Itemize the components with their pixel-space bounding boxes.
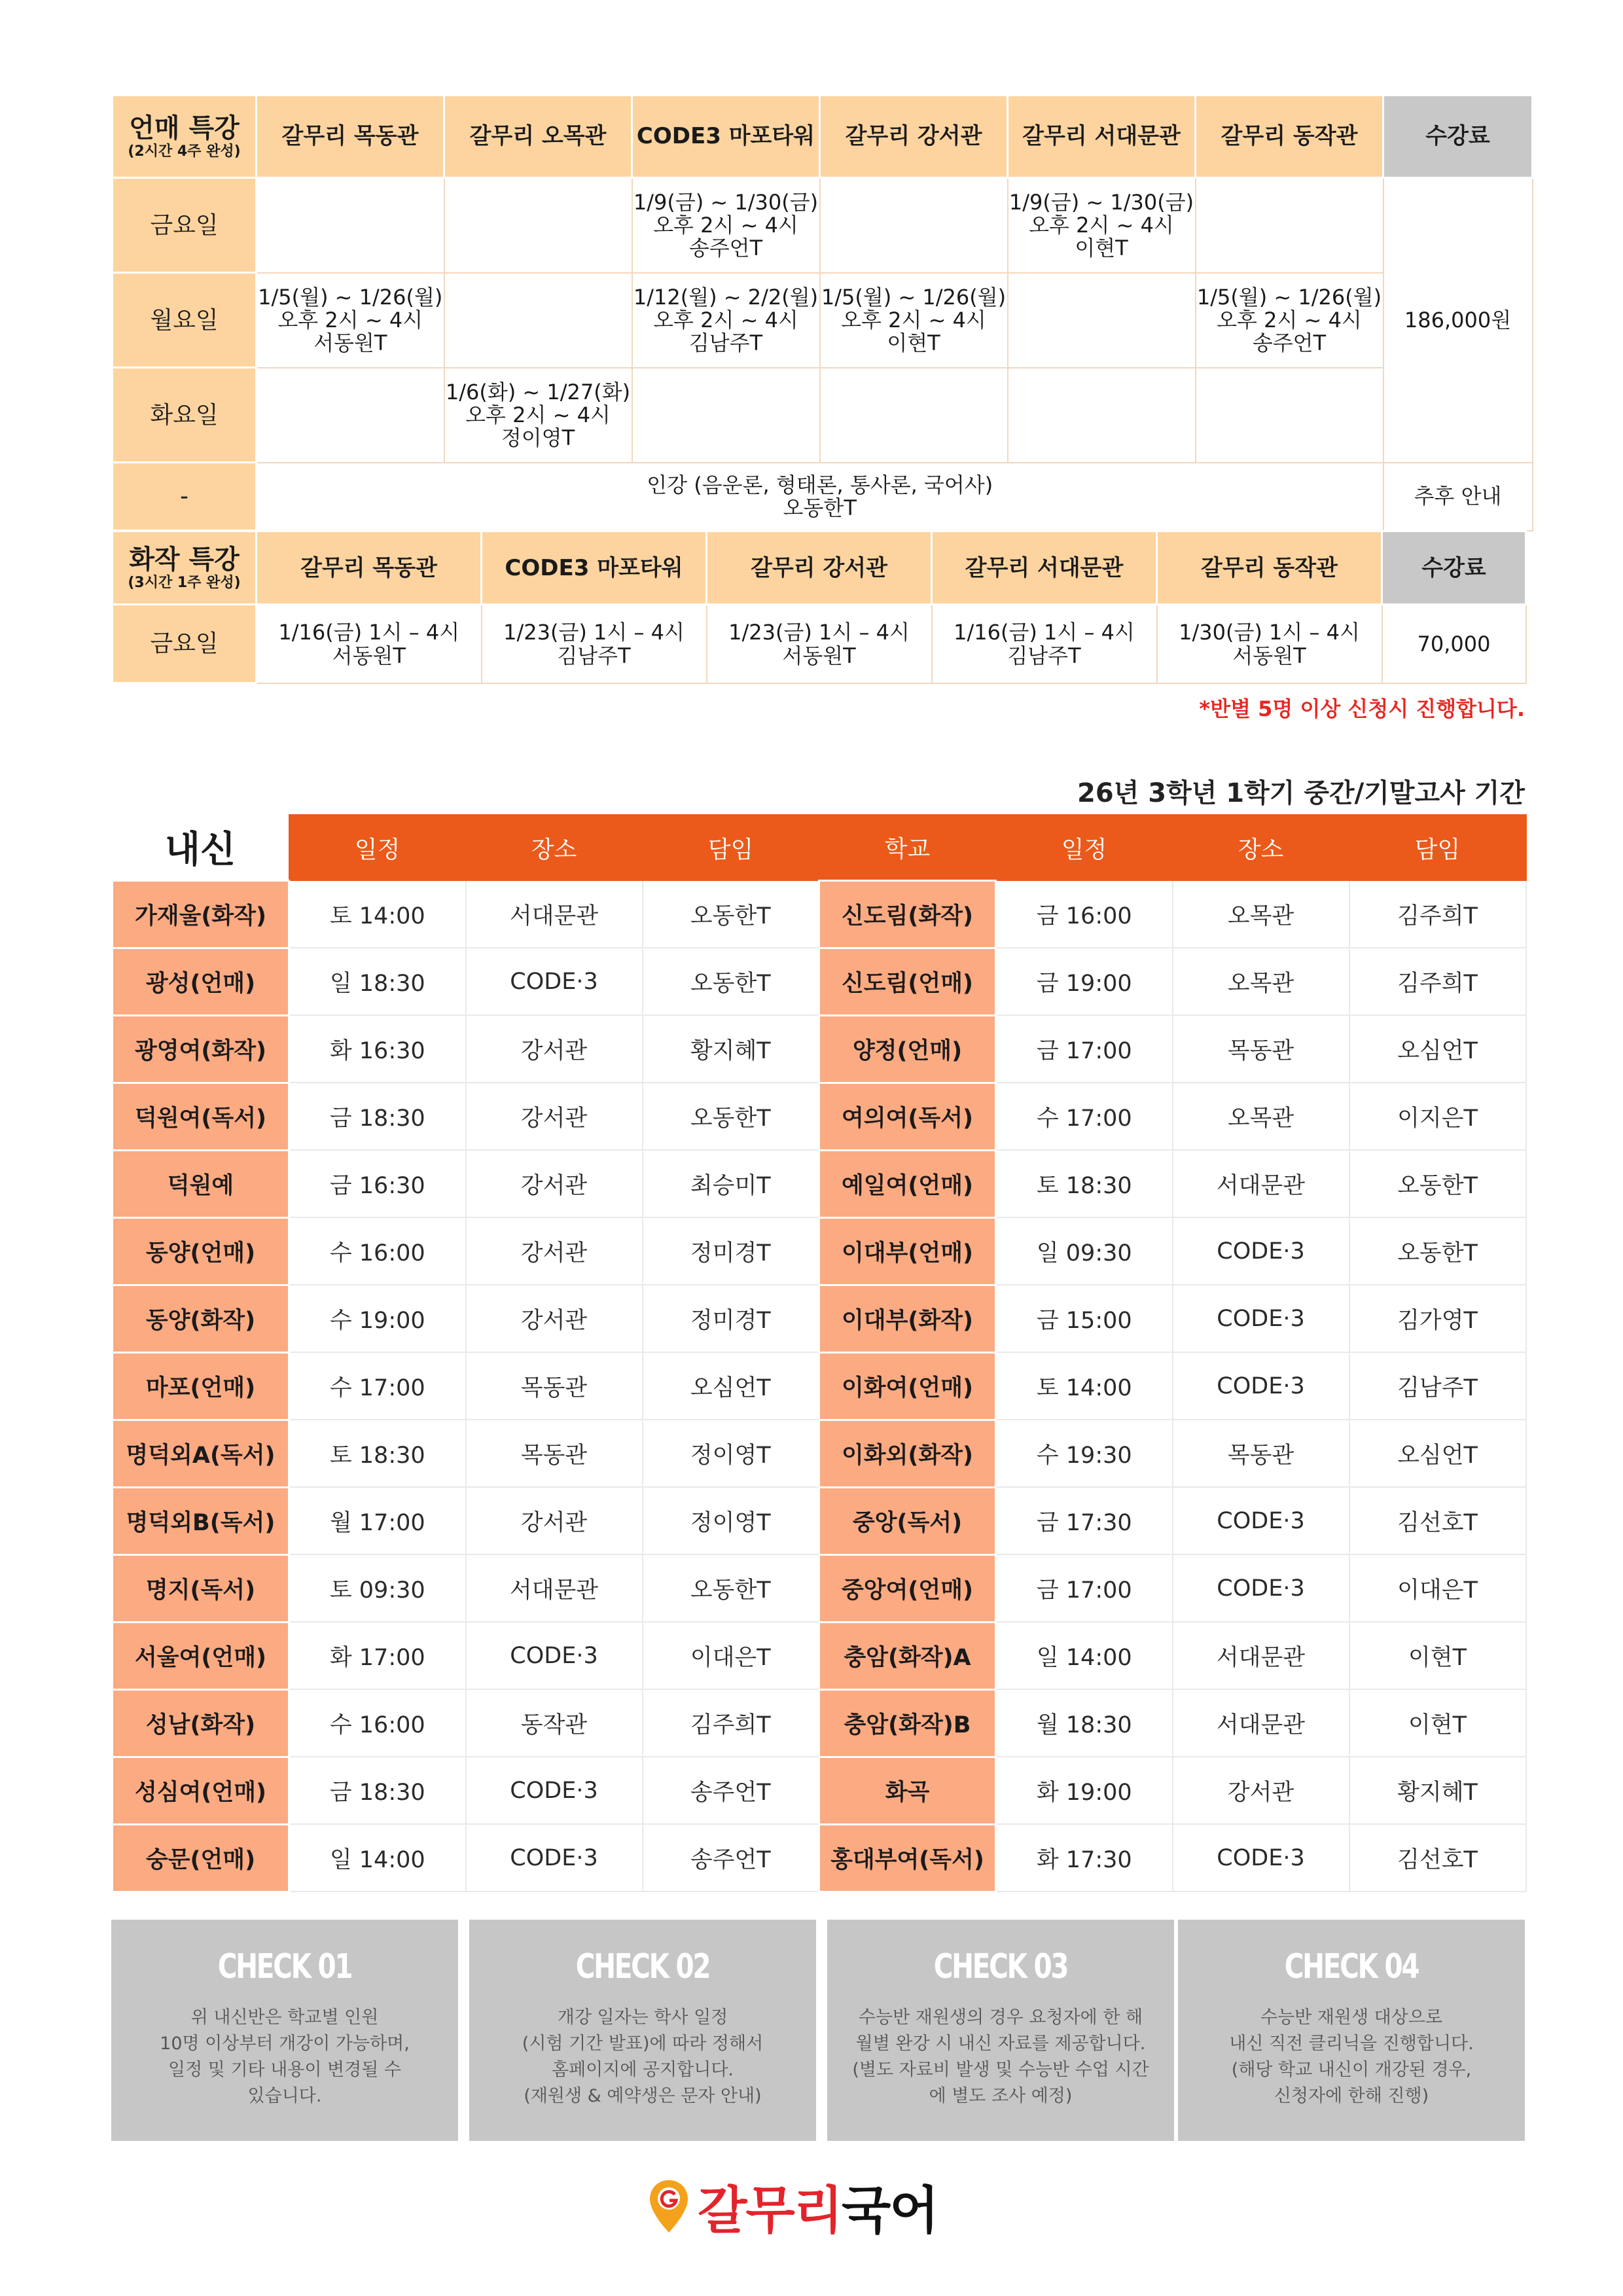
exam-schedule: 금 18:30 [289, 1757, 466, 1824]
exam-schedule: 토 14:00 [289, 880, 466, 948]
check-box-01 [111, 1920, 458, 2141]
school-name: 이대부(화작) [819, 1285, 996, 1352]
day-label: 월요일 [113, 273, 257, 368]
exam-location: 강서관 [466, 1285, 643, 1352]
teacher-name: 김남주T [1349, 1352, 1526, 1420]
teacher-name: 이지은T [1349, 1083, 1526, 1150]
school-name: 충암(화작)A [819, 1622, 996, 1689]
exam-period-title: 26년 3학년 1학기 중간/기말고사 기간 [1077, 778, 1525, 808]
naesin-table [111, 814, 1527, 1893]
check-title: CHECK 01 [217, 1947, 352, 1986]
uneomae-subtitle: (2시간 4주 완성) [128, 143, 241, 160]
teacher-name: 오동한T [643, 1554, 819, 1622]
branch-header: 갈무리 강서관 [707, 531, 932, 605]
teacher-name: 오동한T [643, 948, 819, 1015]
teacher-name: 이대은T [643, 1622, 819, 1689]
school-name: 마포(언매) [113, 1352, 289, 1420]
exam-location: 오목관 [1173, 948, 1349, 1015]
exam-location: 강서관 [1173, 1757, 1349, 1824]
exam-location: 목동관 [1173, 1015, 1349, 1083]
schedule-cell: 1/5(월) ~ 1/26(월) 오후 2시 ~ 4시 서동원T [257, 273, 444, 368]
column-header: 일정 [996, 815, 1173, 880]
teacher-name: 오동한T [643, 1083, 819, 1150]
teacher-name: 김선호T [1349, 1824, 1526, 1892]
naesin-rows [113, 880, 1526, 1892]
exam-schedule: 수 16:00 [289, 1217, 466, 1285]
schedule-cell: 1/6(화) ~ 1/27(화) 오후 2시 ~ 4시 정이영T [444, 368, 632, 463]
exam-location: CODE·3 [466, 1824, 643, 1892]
exam-schedule: 금 16:00 [996, 880, 1173, 948]
online-fee: 추후 안내 [1383, 463, 1533, 531]
hwajak-subtitle: (3시간 1주 완성) [128, 574, 241, 591]
exam-schedule: 화 17:00 [289, 1622, 466, 1689]
school-name: 덕원여(독서) [113, 1083, 289, 1150]
exam-schedule: 화 16:30 [289, 1015, 466, 1083]
teacher-name: 오동한T [1349, 1150, 1526, 1217]
brand-name-part1: 갈무리 [698, 2181, 842, 2240]
day-label: 금요일 [113, 605, 257, 683]
school-name: 성심여(언매) [113, 1757, 289, 1824]
schedule-cell: 1/16(금) 1시 – 4시 서동원T [257, 605, 482, 683]
fee-value: 186,000원 [1383, 178, 1533, 463]
schedule-cell: 1/12(월) ~ 2/2(월) 오후 2시 ~ 4시 김남주T [632, 273, 820, 368]
exam-schedule: 토 18:30 [289, 1420, 466, 1487]
teacher-name: 이대은T [1349, 1554, 1526, 1622]
teacher-name: 송주언T [643, 1824, 819, 1892]
check-title: CHECK 04 [1284, 1947, 1419, 1986]
uneomae-title: 언매 특강 [129, 113, 240, 143]
check-body: 위 내신반은 학교별 인원 10명 이상부터 개강이 가능하며, 일정 및 기타 내용이 변경될 수 있습니다. [160, 2007, 410, 2106]
table-row [113, 1285, 1526, 1352]
school-name: 여의여(독서) [819, 1083, 996, 1150]
exam-location: 서대문관 [466, 1554, 643, 1622]
exam-schedule: 금 17:30 [996, 1487, 1173, 1554]
check-body: 수능반 재원생의 경우 요청자에 한 해 월별 완강 시 내신 자료를 제공합니다. (별도 자료비 발생 및 수능반 수업 시간 에 별도 조사 예정) [852, 2007, 1149, 2106]
exam-location: CODE·3 [1173, 1487, 1349, 1554]
exam-location: CODE·3 [1173, 1352, 1349, 1420]
branch-header: 갈무리 서대문관 [932, 531, 1157, 605]
exam-schedule: 금 17:00 [996, 1015, 1173, 1083]
exam-schedule: 금 18:30 [289, 1083, 466, 1150]
teacher-name: 오동한T [643, 880, 819, 948]
exam-location: CODE·3 [1173, 1824, 1349, 1892]
school-name: 동양(화작) [113, 1285, 289, 1352]
exam-location: 오목관 [1173, 880, 1349, 948]
exam-schedule: 일 14:00 [996, 1622, 1173, 1689]
exam-location: 강서관 [466, 1083, 643, 1150]
table-row [113, 1015, 1526, 1083]
school-name: 성남(화작) [113, 1689, 289, 1757]
naesin-title: 내신 [113, 815, 289, 880]
table-row [113, 1824, 1526, 1892]
fee-value: 70,000 [1382, 605, 1526, 683]
branch-header: 갈무리 목동관 [257, 96, 444, 178]
school-name: 가재울(화작) [113, 880, 289, 948]
exam-location: 서대문관 [1173, 1622, 1349, 1689]
schedule-cell: 1/5(월) ~ 1/26(월) 오후 2시 ~ 4시 송주언T [1196, 273, 1383, 368]
table-row [113, 1150, 1526, 1217]
table-row [113, 1420, 1526, 1487]
schedule-cell: 1/5(월) ~ 1/26(월) 오후 2시 ~ 4시 이현T [820, 273, 1008, 368]
check-title: CHECK 03 [933, 1947, 1068, 1986]
table-row [113, 948, 1526, 1015]
teacher-name: 정미경T [643, 1217, 819, 1285]
exam-schedule: 금 19:00 [996, 948, 1173, 1015]
schedule-cell [632, 368, 820, 463]
teacher-name: 이현T [1349, 1689, 1526, 1757]
minimum-enrollment-note: *반별 5명 이상 신청시 진행합니다. [1199, 696, 1525, 721]
schedule-cell [444, 273, 632, 368]
branch-header: 갈무리 목동관 [257, 531, 482, 605]
school-name: 이대부(언매) [819, 1217, 996, 1285]
column-header: 담임 [1349, 815, 1526, 880]
exam-location: CODE·3 [466, 1757, 643, 1824]
exam-location: 강서관 [466, 1217, 643, 1285]
branch-header: 갈무리 오목관 [444, 96, 632, 178]
exam-schedule: 월 17:00 [289, 1487, 466, 1554]
school-name: 덕원예 [113, 1150, 289, 1217]
schedule-cell [257, 178, 444, 273]
table-row [113, 1622, 1526, 1689]
schedule-cell: 1/9(금) ~ 1/30(금) 오후 2시 ~ 4시 이현T [1008, 178, 1196, 273]
schedule-cell: 1/23(금) 1시 – 4시 서동원T [707, 605, 932, 683]
check-body: 개강 일자는 학사 일정 (시험 기간 발표)에 따라 정해서 홈페이지에 공지합니다. (재원생 & 예약생은 문자 안내) [522, 2007, 764, 2106]
teacher-name: 정이영T [643, 1487, 819, 1554]
table-row [113, 1554, 1526, 1622]
exam-schedule: 금 16:30 [289, 1150, 466, 1217]
exam-location: 동작관 [466, 1689, 643, 1757]
teacher-name: 김주희T [643, 1689, 819, 1757]
branch-header: 갈무리 강서관 [820, 96, 1008, 178]
school-name: 광성(언매) [113, 948, 289, 1015]
exam-location: CODE·3 [1173, 1554, 1349, 1622]
fee-header: 수강료 [1382, 531, 1526, 605]
column-header: 학교 [819, 815, 996, 880]
table-row [113, 1689, 1526, 1757]
exam-location: 오목관 [1173, 1083, 1349, 1150]
schedule-cell [1008, 273, 1196, 368]
check-box-02 [469, 1920, 816, 2141]
exam-location: CODE·3 [466, 948, 643, 1015]
exam-location: CODE·3 [1173, 1217, 1349, 1285]
exam-schedule: 일 09:30 [996, 1217, 1173, 1285]
schedule-cell: 1/16(금) 1시 – 4시 김남주T [932, 605, 1157, 683]
exam-location: CODE·3 [1173, 1285, 1349, 1352]
teacher-name: 오심언T [643, 1352, 819, 1420]
branch-header: 갈무리 서대문관 [1008, 96, 1196, 178]
column-header: 일정 [289, 815, 466, 880]
exam-location: CODE·3 [466, 1622, 643, 1689]
brand-logo [648, 2170, 938, 2242]
teacher-name: 김가영T [1349, 1285, 1526, 1352]
teacher-name: 이현T [1349, 1622, 1526, 1689]
school-name: 이화외(화작) [819, 1420, 996, 1487]
schedule-cell [444, 178, 632, 273]
schedule-cell: 1/30(금) 1시 – 4시 서동원T [1157, 605, 1382, 683]
table-row [113, 1487, 1526, 1554]
teacher-name: 오동한T [1349, 1217, 1526, 1285]
schedule-cell: 1/23(금) 1시 – 4시 김남주T [482, 605, 707, 683]
school-name: 양정(언매) [819, 1015, 996, 1083]
table-row [113, 1217, 1526, 1285]
exam-location: 강서관 [466, 1015, 643, 1083]
school-name: 홍대부여(독서) [819, 1824, 996, 1892]
exam-location: 목동관 [1173, 1420, 1349, 1487]
school-name: 이화여(언매) [819, 1352, 996, 1420]
uneomae-special-table [111, 94, 1533, 531]
school-name: 중앙(독서) [819, 1487, 996, 1554]
school-name: 중앙여(언매) [819, 1554, 996, 1622]
teacher-name: 김주희T [1349, 948, 1526, 1015]
hwajak-title: 화작 특강 [129, 544, 240, 575]
school-name: 충암(화작)B [819, 1689, 996, 1757]
schedule-cell [820, 368, 1008, 463]
exam-location: 서대문관 [1173, 1150, 1349, 1217]
table-row [113, 880, 1526, 948]
school-name: 숭문(언매) [113, 1824, 289, 1892]
branch-header: 갈무리 동작관 [1157, 531, 1382, 605]
day-label: - [113, 463, 257, 531]
table-row [113, 1352, 1526, 1420]
exam-location: 서대문관 [1173, 1689, 1349, 1757]
teacher-name: 정이영T [643, 1420, 819, 1487]
fee-header: 수강료 [1383, 96, 1533, 178]
exam-schedule: 일 18:30 [289, 948, 466, 1015]
branch-header: CODE3 마포타워 [632, 96, 820, 178]
school-name: 동양(언매) [113, 1217, 289, 1285]
exam-location: 강서관 [466, 1150, 643, 1217]
teacher-name: 오심언T [1349, 1420, 1526, 1487]
schedule-cell [1196, 178, 1383, 273]
check-body: 수능반 재원생 대상으로 내신 직전 클리닉을 진행합니다. (해당 학교 내신이 개강된 경우, 신청자에 한해 진행) [1229, 2007, 1474, 2106]
table-row [113, 1757, 1526, 1824]
schedule-cell [257, 368, 444, 463]
teacher-name: 정미경T [643, 1285, 819, 1352]
exam-schedule: 일 14:00 [289, 1824, 466, 1892]
exam-schedule: 월 18:30 [996, 1689, 1173, 1757]
branch-header: CODE3 마포타워 [482, 531, 707, 605]
teacher-name: 송주언T [643, 1757, 819, 1824]
exam-schedule: 화 17:30 [996, 1824, 1173, 1892]
column-header: 담임 [643, 815, 819, 880]
brand-name-part2: 국어 [842, 2181, 938, 2240]
day-label: 화요일 [113, 368, 257, 463]
exam-schedule: 수 19:30 [996, 1420, 1173, 1487]
exam-schedule: 수 17:00 [996, 1083, 1173, 1150]
school-name: 명지(독서) [113, 1554, 289, 1622]
day-label: 금요일 [113, 178, 257, 273]
schedule-cell [1008, 368, 1196, 463]
teacher-name: 최승미T [643, 1150, 819, 1217]
teacher-name: 황지혜T [643, 1015, 819, 1083]
exam-schedule: 화 19:00 [996, 1757, 1173, 1824]
online-course-cell: 인강 (음운론, 형태론, 통사론, 국어사) 오동한T [257, 463, 1383, 531]
exam-schedule: 수 16:00 [289, 1689, 466, 1757]
exam-schedule: 수 17:00 [289, 1352, 466, 1420]
brand-name [698, 2170, 938, 2243]
hwajak-title-cell [113, 531, 257, 605]
exam-schedule: 수 19:00 [289, 1285, 466, 1352]
school-name: 예일여(언매) [819, 1150, 996, 1217]
column-header: 장소 [1173, 815, 1349, 880]
school-name: 서울여(언매) [113, 1622, 289, 1689]
schedule-cell [1196, 368, 1383, 463]
exam-schedule: 토 09:30 [289, 1554, 466, 1622]
check-title: CHECK 02 [575, 1947, 710, 1986]
table-row [113, 1083, 1526, 1150]
school-name: 신도림(언매) [819, 948, 996, 1015]
branch-header: 갈무리 동작관 [1196, 96, 1383, 178]
teacher-name: 김선호T [1349, 1487, 1526, 1554]
exam-schedule: 토 18:30 [996, 1150, 1173, 1217]
schedule-cell: 1/9(금) ~ 1/30(금) 오후 2시 ~ 4시 송주언T [632, 178, 820, 273]
schedule-cell [820, 178, 1008, 273]
teacher-name: 황지혜T [1349, 1757, 1526, 1824]
exam-location: 서대문관 [466, 880, 643, 948]
exam-schedule: 금 17:00 [996, 1554, 1173, 1622]
exam-schedule: 금 15:00 [996, 1285, 1173, 1352]
uneomae-title-cell [113, 96, 257, 178]
location-pin-g-icon [648, 2179, 690, 2234]
exam-location: 강서관 [466, 1487, 643, 1554]
exam-schedule: 토 14:00 [996, 1352, 1173, 1420]
school-name: 명덕외A(독서) [113, 1420, 289, 1487]
hwajak-special-table [111, 530, 1527, 684]
school-name: 화곡 [819, 1757, 996, 1824]
school-name: 신도림(화작) [819, 880, 996, 948]
school-name: 명덕외B(독서) [113, 1487, 289, 1554]
school-name: 광영여(화작) [113, 1015, 289, 1083]
check-box-04 [1178, 1920, 1525, 2141]
check-box-03 [827, 1920, 1174, 2141]
teacher-name: 김주희T [1349, 880, 1526, 948]
exam-location: 목동관 [466, 1352, 643, 1420]
teacher-name: 오심언T [1349, 1015, 1526, 1083]
exam-location: 목동관 [466, 1420, 643, 1487]
column-header: 장소 [466, 815, 643, 880]
